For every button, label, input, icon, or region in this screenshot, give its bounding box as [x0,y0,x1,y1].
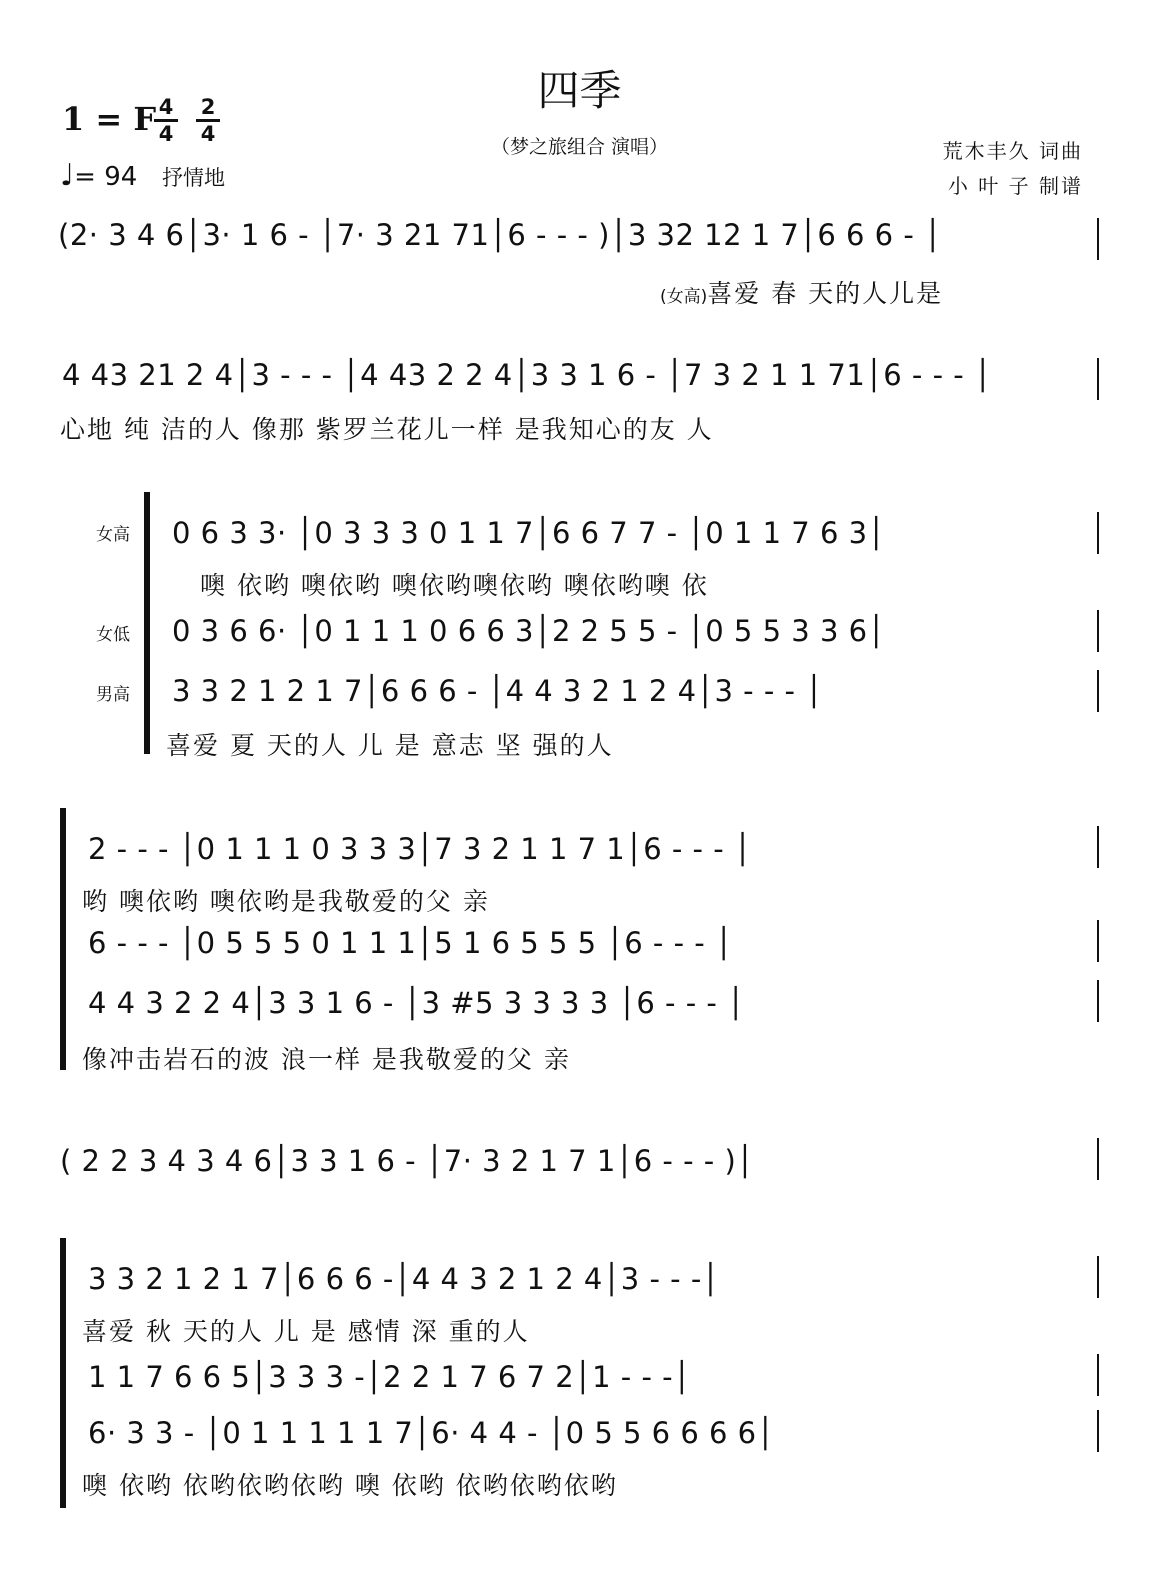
barline [1097,1138,1099,1180]
barline [1097,512,1099,554]
lyrics-line-tenor: 噢 依哟 依哟依哟依哟 噢 依哟 依哟依哟依哟 [82,1471,618,1500]
notation-line-tenor: 4 4 3 2 2 4│3 3 1 6 - │3 #5 3 3 3 3 │6 - - - │ [88,986,746,1020]
notation-line-interlude: ( 2 2 3 4 3 4 6│3 3 1 6 - │7· 3 2 1 7 1│6 - - - )│ [60,1144,755,1178]
lyrics-line [660,274,943,310]
notation-line-soprano: 3 3 2 1 2 1 7│6 6 6 -│4 4 3 2 1 2 4│3 - - -│ [88,1262,720,1296]
key-signature: 1 = F [62,100,157,138]
barline [1097,610,1099,652]
voice-label: (女高) [660,287,708,307]
lyrics-line-tenor: 喜爱 夏 天的人 儿 是 意志 坚 强的人 [166,731,614,760]
lyrics-text: 喜爱 春 天的人儿是 [707,279,944,308]
barline [1097,980,1099,1022]
system-bracket [60,1238,66,1508]
song-title: 四季 [537,66,622,115]
time-signature-4-4: 4 4 [154,96,178,145]
quarter-note-icon: ♩ [60,158,75,193]
notation-line: 4 43 21 2 4│3 - - - │4 43 2 2 4│3 3 1 6 - │7 3 2 1 1 71│6 - - - │ [62,358,992,392]
lyrics-line-soprano: 哟 噢依哟 噢依哟是我敬爱的父 亲 [82,887,490,916]
barline [1097,1410,1099,1452]
system-bracket [144,492,150,754]
part-label-soprano: 女高 [96,525,130,545]
notation-line-alto: 0 3 6 6· │0 1 1 1 0 6 6 3│2 2 5 5 - │0 5 5 3 3 6│ [172,614,886,648]
notation-line-soprano: 2 - - - │0 1 1 1 0 3 3 3│7 3 2 1 1 7 1│6 - - - │ [88,832,752,866]
notation-line-alto: 6 - - - │0 5 5 5 0 1 1 1│5 1 6 5 5 5 │6 - - - │ [88,926,733,960]
part-label-tenor: 男高 [96,685,130,705]
notation-line-soprano: 0 6 3 3· │0 3 3 3 0 1 1 7│6 6 7 7 - │0 1 1 7 6 3│ [172,516,886,550]
barline [1097,670,1099,712]
barline [1097,826,1099,868]
notation-line-tenor: 3 3 2 1 2 1 7│6 6 6 - │4 4 3 2 1 2 4│3 - - - │ [172,674,824,708]
tempo-marking: ♩= 94 [60,158,138,193]
lyrics-line: 心地 纯 洁的人 像那 紫罗兰花儿一样 是我知心的友 人 [60,415,714,444]
barline [1097,1256,1099,1298]
lyrics-line-soprano: 噢 依哟 噢依哟 噢依哟噢依哟 噢依哟噢 依 [200,571,709,600]
notation-line-alto: 1 1 7 6 6 5│3 3 3 -│2 2 1 7 6 7 2│1 - - -│ [88,1360,692,1394]
system-bracket [60,808,66,1070]
composer-credit: 荒木丰久 词曲 [942,139,1083,163]
barline [1097,358,1099,400]
barline [1097,218,1099,260]
expression-marking: 抒情地 [162,166,225,190]
lyrics-line-soprano: 喜爱 秋 天的人 儿 是 感情 深 重的人 [82,1317,530,1346]
time-signature-2-4: 2 4 [196,96,220,145]
lyrics-line-tenor: 像冲击岩石的波 浪一样 是我敬爱的父 亲 [82,1045,571,1074]
notation-line-tenor: 6· 3 3 - │0 1 1 1 1 1 7│6· 4 4 - │0 5 5 6 6 6 6│ [88,1416,775,1450]
notation-line: (2· 3 4 6│3· 1 6 - │7· 3 21 71│6 - - - )│3 32 12 1 7│6 6 6 - │ [58,218,942,252]
performer-note: （梦之旅组合 演唱） [490,136,669,158]
arranger-credit: 小 叶 子 制谱 [947,174,1083,198]
barline [1097,920,1099,962]
part-label-alto: 女低 [96,625,130,645]
barline [1097,1354,1099,1396]
